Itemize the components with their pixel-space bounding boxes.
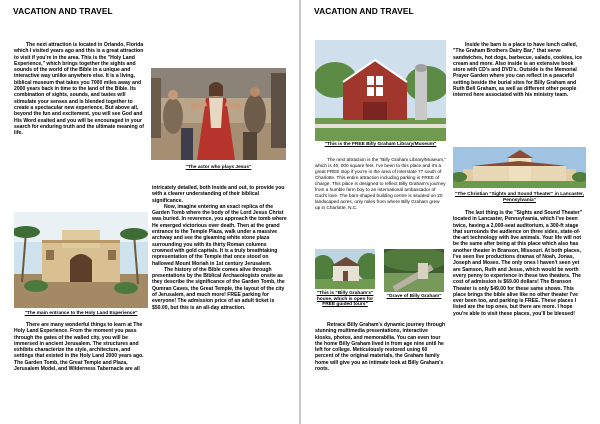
jesus-actor-caption: "The actor who plays Jesus" (185, 165, 252, 170)
barn-paragraph: Inside the barn is a place to have lunch called, "The Graham Brothers Dairy Bar," that serve sandwiches, hot dogs, barbecue, salads, cookies, ice cream and more. Also inside is an extensive book store with CD's and DVD's. Outside is the Memorial Prayer Garden where you can reflect in a peaceful setting beside the burial sites for Billy Graham and Ruth Bell Graham, as well as different other people interred here associated with his ministry team. (453, 42, 583, 99)
sights-and-sound-theater-photo (453, 147, 586, 188)
theater-paragraph: The last thing is the "Sights and Sound Theater" located in Lancaster, Pennsylvania, which I've been twice, having a 2,000-seat auditorium, a 300-ft stage that surrounds the audience on three sides, state-of-the-art technology with live animals. Your life will not be the same after being at this place which also has another theater in Branson, Missouri. At both places, I've seen live productions dramas of Noah, Jonas, Joseph and Moses. The only ones I haven't seen yet are Samson, Ruth and Jesus, which would be worth every penny to experience in these two theaters. The cost of admission is $69.00 dollars! The Branson Theater is only $49.00 for these same shows. This place brings the bible alive like no other theater I've ever been too, and parking is FREE. These places I listed are the top ones, but there are more. I hope you're able to visit these places, you'll be blessed! (453, 210, 583, 317)
retrace-paragraph: Retrace Billy Graham's dynamic journey through stunning multimedia presentations, interactive kiosks, photos, and memorabilia. You can even tour the home Billy Graham lived in from age nine until he left for college. Meticulously restored using 60 percent of the original materials, the Graham family home will give you an intimate look at Billy Graham's roots. (315, 322, 446, 373)
left-magazine-page (0, 0, 299, 424)
billy-graham-house-photo (315, 249, 375, 289)
billy-graham-grave-caption: "Grave of Billy Graham" (386, 294, 442, 299)
wonderful-things-paragraph: There are many wonderful things to learn at The Holy Land Experience. From the moment you pass through the gates of the walled city, you will be immersed in ancient Jerusalem. The structures and exhibits characterize the style, architecture, and settings that existed in the Holy Land 2000 years ago. The Garden Tomb, the Great Temple and Plaza, Jerusalem Model, and Wilderness Tabernacle are all (14, 322, 144, 373)
holy-land-entrance-photo (14, 212, 148, 308)
holy-land-entrance-caption: "The main entrance to the Holy Land Experience" (24, 311, 138, 316)
right-column-text: intricately detailed, both inside and out, to provide you with a clearer understanding of their biblical significance. Now, imagine entering an exact replica of the Garden Tomb where the body of the Lord Jesus Christ was buried. In reverence, you approach the tomb where He emerged victorious over death. Then at the grand entrance to the Temple Plaza, walk under a massive archway and see the gleaming white stone plaza surrounding you with its thirty Roman columns crowned with gold capitals. It is a truly breathtaking representation of the Temple that once stood on hallowed Mount Moriah in 1st century Jerusalem. The history of the Bible comes alive through presentations by the Biblical Archaeologists onsite as they describe the significance of the Garden Tomb, the Qumran Caves, the Great Temple, the layout of the city of Jerusalem, and much more! FREE parking for everyone! The admission price of an adult ticket is $50.00, but this is an all-day attraction. (152, 185, 287, 311)
billy-graham-library-photo (315, 40, 446, 141)
library-paragraph: The next attraction is the "Billy Graham Library/Museum," which is 40, 000 square feet. I've been to this place and it's a great FREE stop if you're in the area of Interstate 77 south of Charlotte. This entire attraction including parking is FREE of charge. This place is designed to reflect Billy Graham's journey from a humble farm boy to an international ambassador of God's love. The barn-shaped building centre is situated on 20 landscaped acres, only miles from where Billy Graham grew up in Charlotte, N.C. (315, 157, 446, 210)
sights-and-sound-theater-caption: "The Christian "Sights and Sound Theater" in Lancaster, Pennsylvania" (455, 192, 584, 203)
billy-graham-house-caption: "This is "Billy Graham's" house, which is open for FREE guided tours" (316, 291, 374, 308)
right-magazine-page (301, 0, 600, 424)
left-page-header: VACATION AND TRAVEL (13, 6, 113, 16)
right-page-header: VACATION AND TRAVEL (314, 6, 414, 16)
billy-graham-library-caption: "This is the FREE Billy Graham Library/Museum" (324, 142, 437, 147)
billy-graham-grave-photo (384, 249, 444, 292)
jesus-actor-photo (151, 68, 286, 160)
intro-paragraph: The next attraction is located in Orlando, Florida which I visited years ago and this is a great attraction to visit if you're in the area. This is the "Holy Land Experience," which brings together the sights and sounds of the world of the Bible in a unique and interactive way unlike anywhere else. It is a living, biblical museum that takes you 7000 miles away and 2000 years back in time to the land of the Bible. Its combination of sights, sounds, and tastes will stimulate your senses and is blended together to create a spectacular new experience. But above all, beyond the fun and excitement, you will see God and His Word exalted and you will be encouraged in your search for enduring truth and the ultimate meaning of life. (14, 42, 144, 137)
